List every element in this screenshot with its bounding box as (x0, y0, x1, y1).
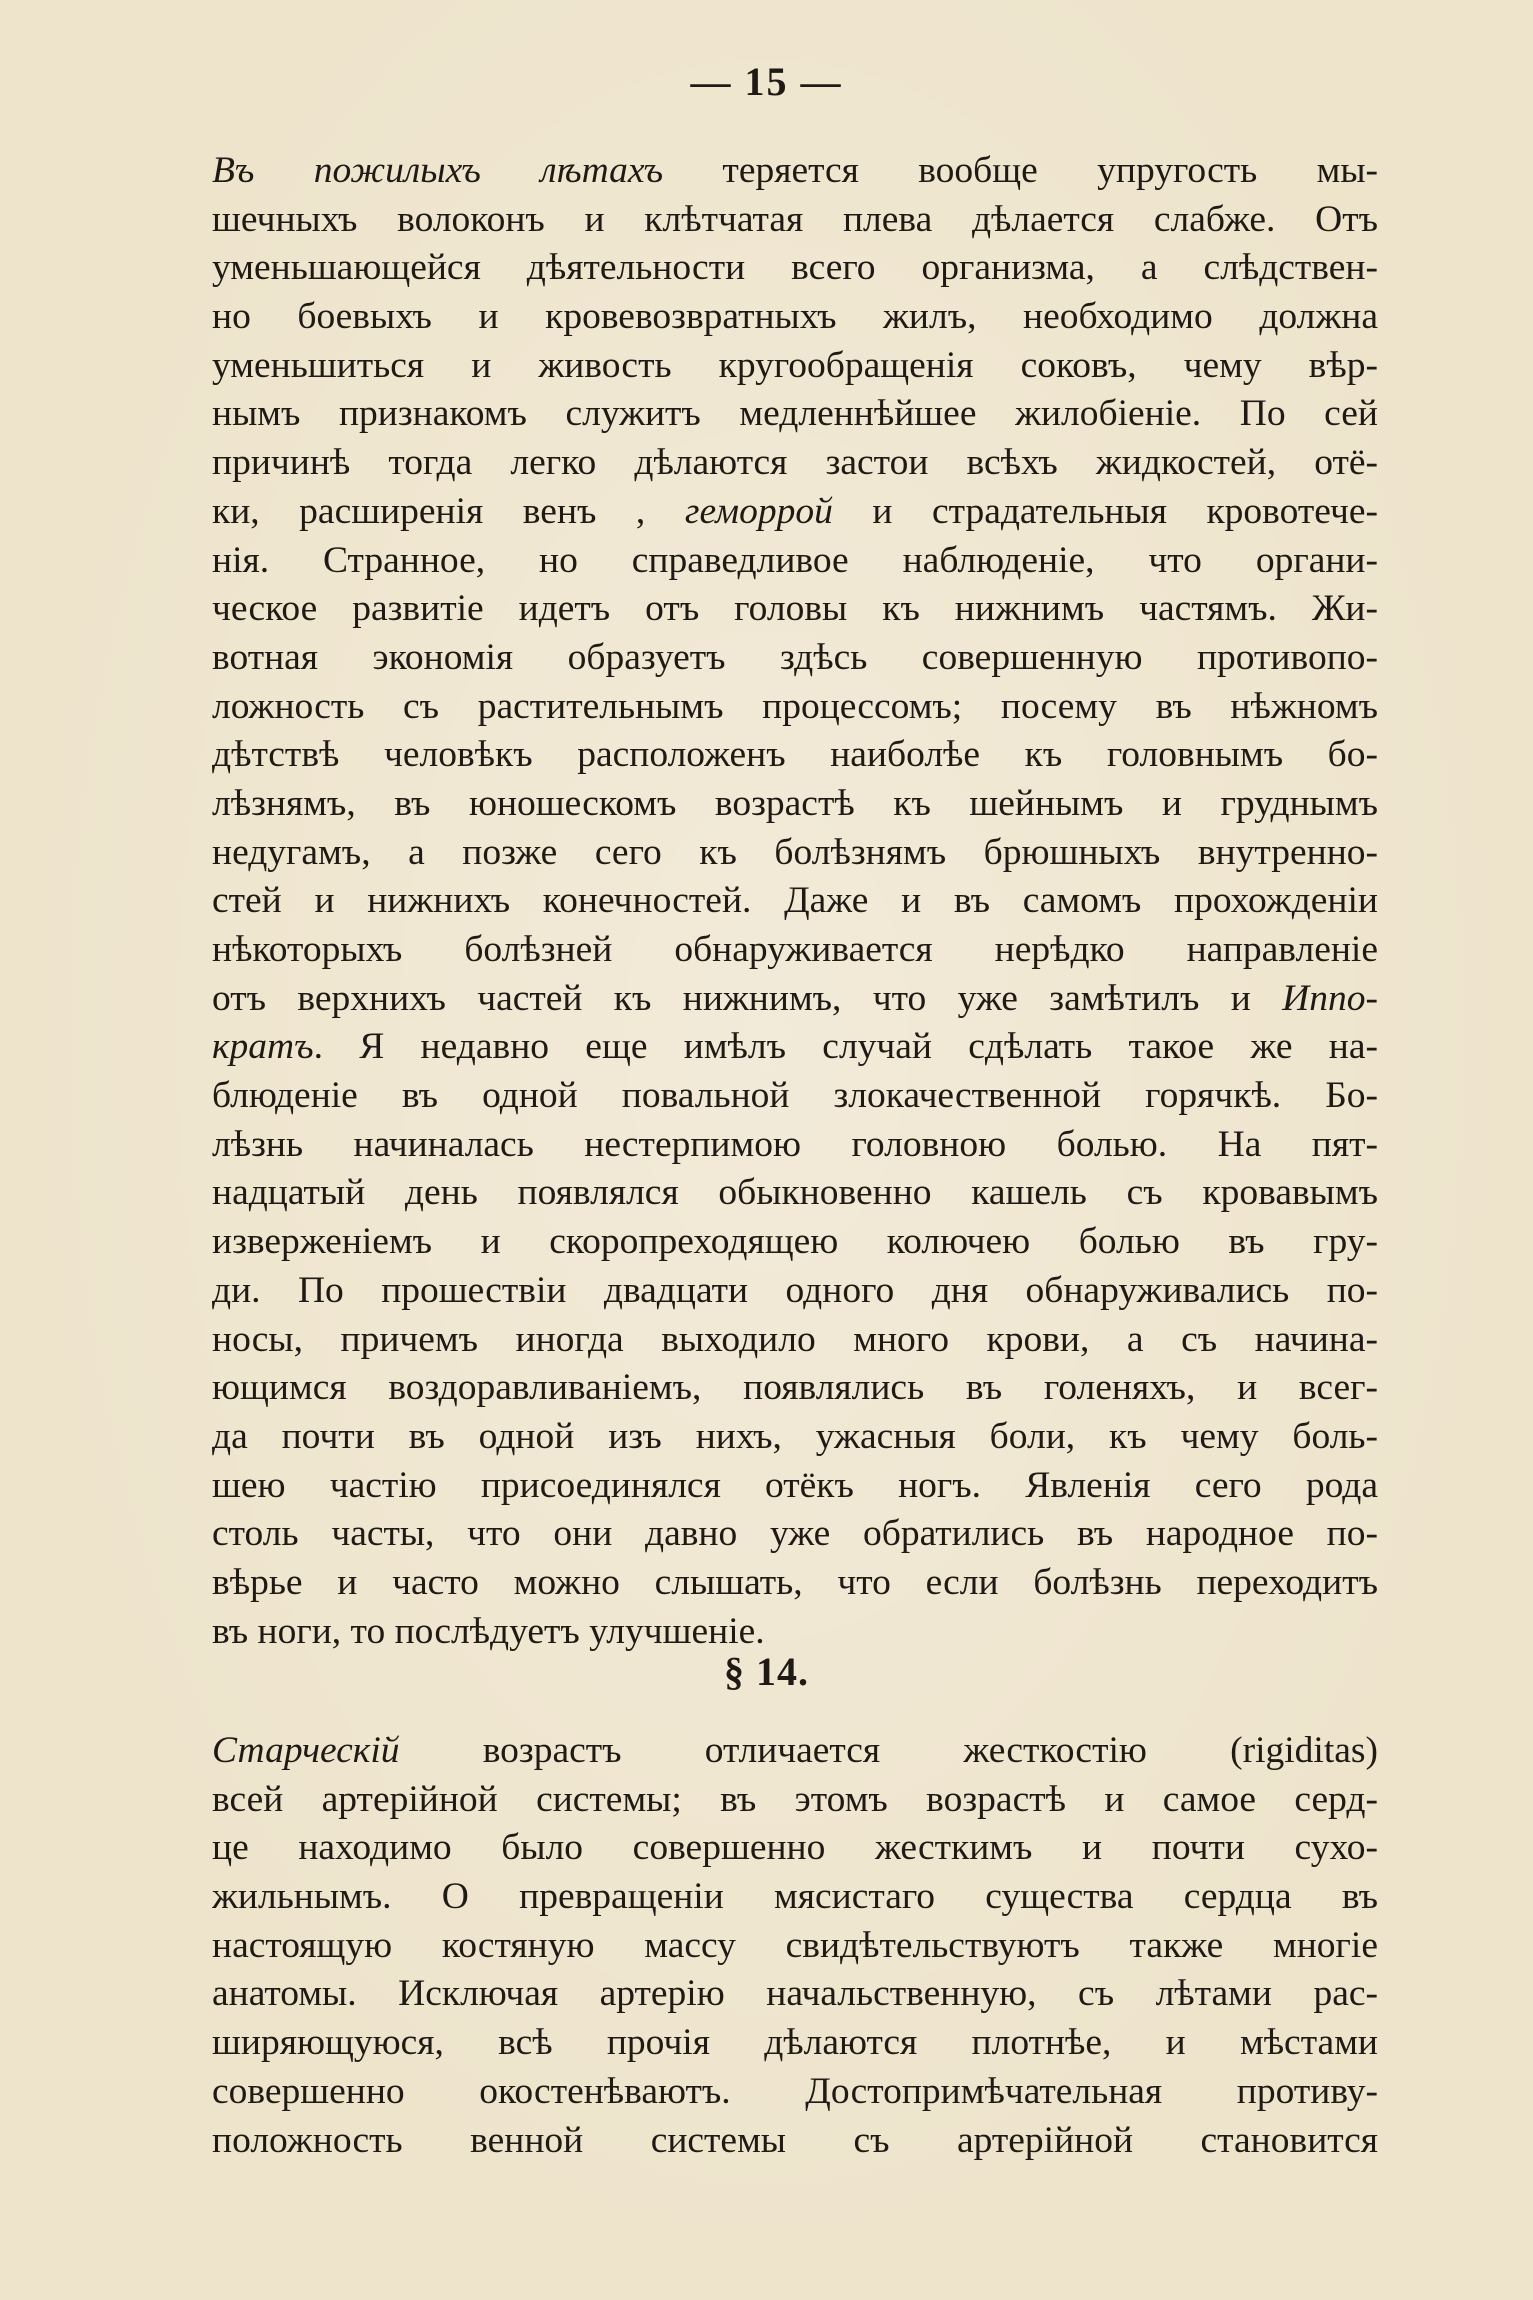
text-line (212, 1970, 1378, 2019)
line-text: да почти въ одной изъ нихъ, ужасныя боли, къ чему боль- (212, 1415, 1378, 1457)
paragraph-1 (212, 147, 1378, 1656)
italic-phrase: геморрой (684, 490, 833, 532)
line-text: изверженіемъ и скоропреходящею колючею болью въ гру- (212, 1221, 1378, 1263)
line-text: ческое развитіе идетъ отъ головы къ нижнимъ частямъ. Жи- (212, 588, 1378, 630)
text-line (212, 439, 1378, 488)
text-line (212, 1218, 1378, 1267)
line-text: дѣтствѣ человѣкъ расположенъ наиболѣе къ головнымъ бо- (212, 734, 1378, 776)
text-line (212, 1922, 1378, 1971)
line-text: жильнымъ. О превращеніи мясистаго существа сердца въ (212, 1876, 1378, 1918)
text-line (212, 1776, 1378, 1825)
text-line (212, 780, 1378, 829)
text-line (212, 390, 1378, 439)
text-line (212, 342, 1378, 391)
text-line (212, 1873, 1378, 1922)
line-text: ди. По прошествіи двадцати одного дня обнаруживались по- (212, 1269, 1378, 1311)
italic-phrase: Иппо- (1282, 977, 1378, 1019)
line-text: столь часты, что они давно уже обратились въ народное по- (212, 1513, 1378, 1555)
text-line (212, 488, 1378, 537)
line-text: вотная экономія образуетъ здѣсь совершенную противопо- (212, 636, 1378, 678)
text-line (212, 196, 1378, 245)
text-line (212, 1413, 1378, 1462)
line-text: теряется вообще упругость мы- (663, 150, 1378, 191)
text-line (212, 1169, 1378, 1218)
line-text: нія. Странное, но справедливое наблюденіе, что органи- (212, 539, 1378, 581)
line-text: и страдательныя кровотече- (832, 490, 1378, 532)
line-text: но боевыхъ и кровевозвратныхъ жилъ, необходимо должна (212, 296, 1378, 338)
text-line (212, 829, 1378, 878)
text-line (212, 1267, 1378, 1316)
text-line (212, 1072, 1378, 1121)
italic-phrase: кратъ (212, 1026, 314, 1068)
line-text: ющимся воздоравливаніемъ, появлялись въ голеняхъ, и всег- (212, 1367, 1378, 1409)
text-line (212, 1462, 1378, 1511)
line-text: уменьшающейся дѣятельности всего организма, а слѣдствен- (212, 247, 1378, 289)
line-text: лѣзнямъ, въ юношескомъ возрастѣ къ шейнымъ и груднымъ (212, 782, 1378, 824)
line-text: . Я недавно еще имѣлъ случай сдѣлать такое же на- (313, 1026, 1378, 1068)
text-line (212, 1023, 1378, 1072)
line-text: возрастъ отличается жесткостію (rigiditas) (399, 1730, 1378, 1771)
line-text: вѣрье и часто можно слышать, что если болѣзнь переходитъ (212, 1561, 1378, 1603)
line-text: лѣзнь начиналась нестерпимою головною болью. На пят- (212, 1123, 1378, 1165)
paragraph-2 (212, 1727, 1378, 2165)
line-text: нымъ признакомъ служитъ медленнѣйшее жилобіеніе. По сей (212, 393, 1378, 435)
text-line (212, 1364, 1378, 1413)
text-line (212, 537, 1378, 586)
line-text: всей артерійной системы; въ этомъ возрастѣ и самое серд- (212, 1778, 1378, 1820)
text-line (212, 634, 1378, 683)
text-line (212, 1121, 1378, 1170)
line-text: надцатый день появлялся обыкновенно кашель съ кровавымъ (212, 1172, 1378, 1214)
text-line (212, 1510, 1378, 1559)
line-text: носы, причемъ иногда выходило много крови, а съ начина- (212, 1318, 1378, 1360)
text-line (212, 877, 1378, 926)
line-text: положность венной системы съ артерійной становится (212, 2119, 1378, 2161)
line-text: уменьшиться и живость кругообращенія соковъ, чему вѣр- (212, 344, 1378, 386)
text-line (212, 147, 1378, 196)
text-line (212, 926, 1378, 975)
line-text: анатомы. Исключая артерію начальственную, съ лѣтами рас- (212, 1973, 1378, 2015)
text-line (212, 1559, 1378, 1608)
line-text: отъ верхнихъ частей къ нижнимъ, что уже замѣтилъ и (212, 977, 1283, 1019)
line-text: шею частію присоединялся отёкъ ногъ. Явленія сего рода (212, 1464, 1378, 1506)
line-text: шечныхъ волоконъ и клѣтчатая плева дѣлается слабже. Отъ (212, 198, 1378, 240)
text-line (212, 731, 1378, 780)
text-line (212, 2117, 1378, 2166)
text-line (212, 683, 1378, 732)
line-text: причинѣ тогда легко дѣлаются застои всѣхъ жидкостей, отё- (212, 442, 1378, 484)
line-text: настоящую костяную массу свидѣтельствуютъ также многіе (212, 1924, 1378, 1966)
text-line (212, 975, 1378, 1024)
line-text: це находимо было совершенно жесткимъ и почти сухо- (212, 1827, 1378, 1869)
page-number: — 15 — (690, 59, 843, 104)
text-line (212, 2019, 1378, 2068)
line-text: ки, расширенія венъ , (212, 490, 685, 532)
line-text: нѣкоторыхъ болѣзней обнаруживается нерѣдко направленіе (212, 929, 1378, 970)
text-line (212, 1316, 1378, 1365)
text-line (212, 585, 1378, 634)
section-heading: § 14. (724, 1649, 809, 1694)
text-line (212, 2068, 1378, 2117)
line-text: блюденіе въ одной повальной злокачественной горячкѣ. Бо- (212, 1075, 1378, 1117)
text-line (212, 293, 1378, 342)
line-text: ширяющуюся, всѣ прочія дѣлаются плотнѣе, и мѣстами (212, 2022, 1378, 2064)
line-text: ложность съ растительнымъ процессомъ; посему въ нѣжномъ (212, 685, 1378, 727)
italic-phrase: Старческій (212, 1730, 400, 1771)
line-text: стей и нижнихъ конечностей. Даже и въ самомъ прохожденіи (212, 880, 1378, 922)
text-line (212, 1824, 1378, 1873)
text-line (212, 1727, 1378, 1776)
line-text: въ ноги, то послѣдуетъ улучшеніе. (212, 1610, 765, 1652)
line-text: совершенно окостенѣваютъ. Достопримѣчательная противу- (212, 2070, 1378, 2112)
italic-phrase: Въ пожилыхъ лѣтахъ (212, 150, 664, 191)
text-line (212, 244, 1378, 293)
line-text: недугамъ, а позже сего къ болѣзнямъ брюшныхъ внутренно- (212, 831, 1378, 873)
